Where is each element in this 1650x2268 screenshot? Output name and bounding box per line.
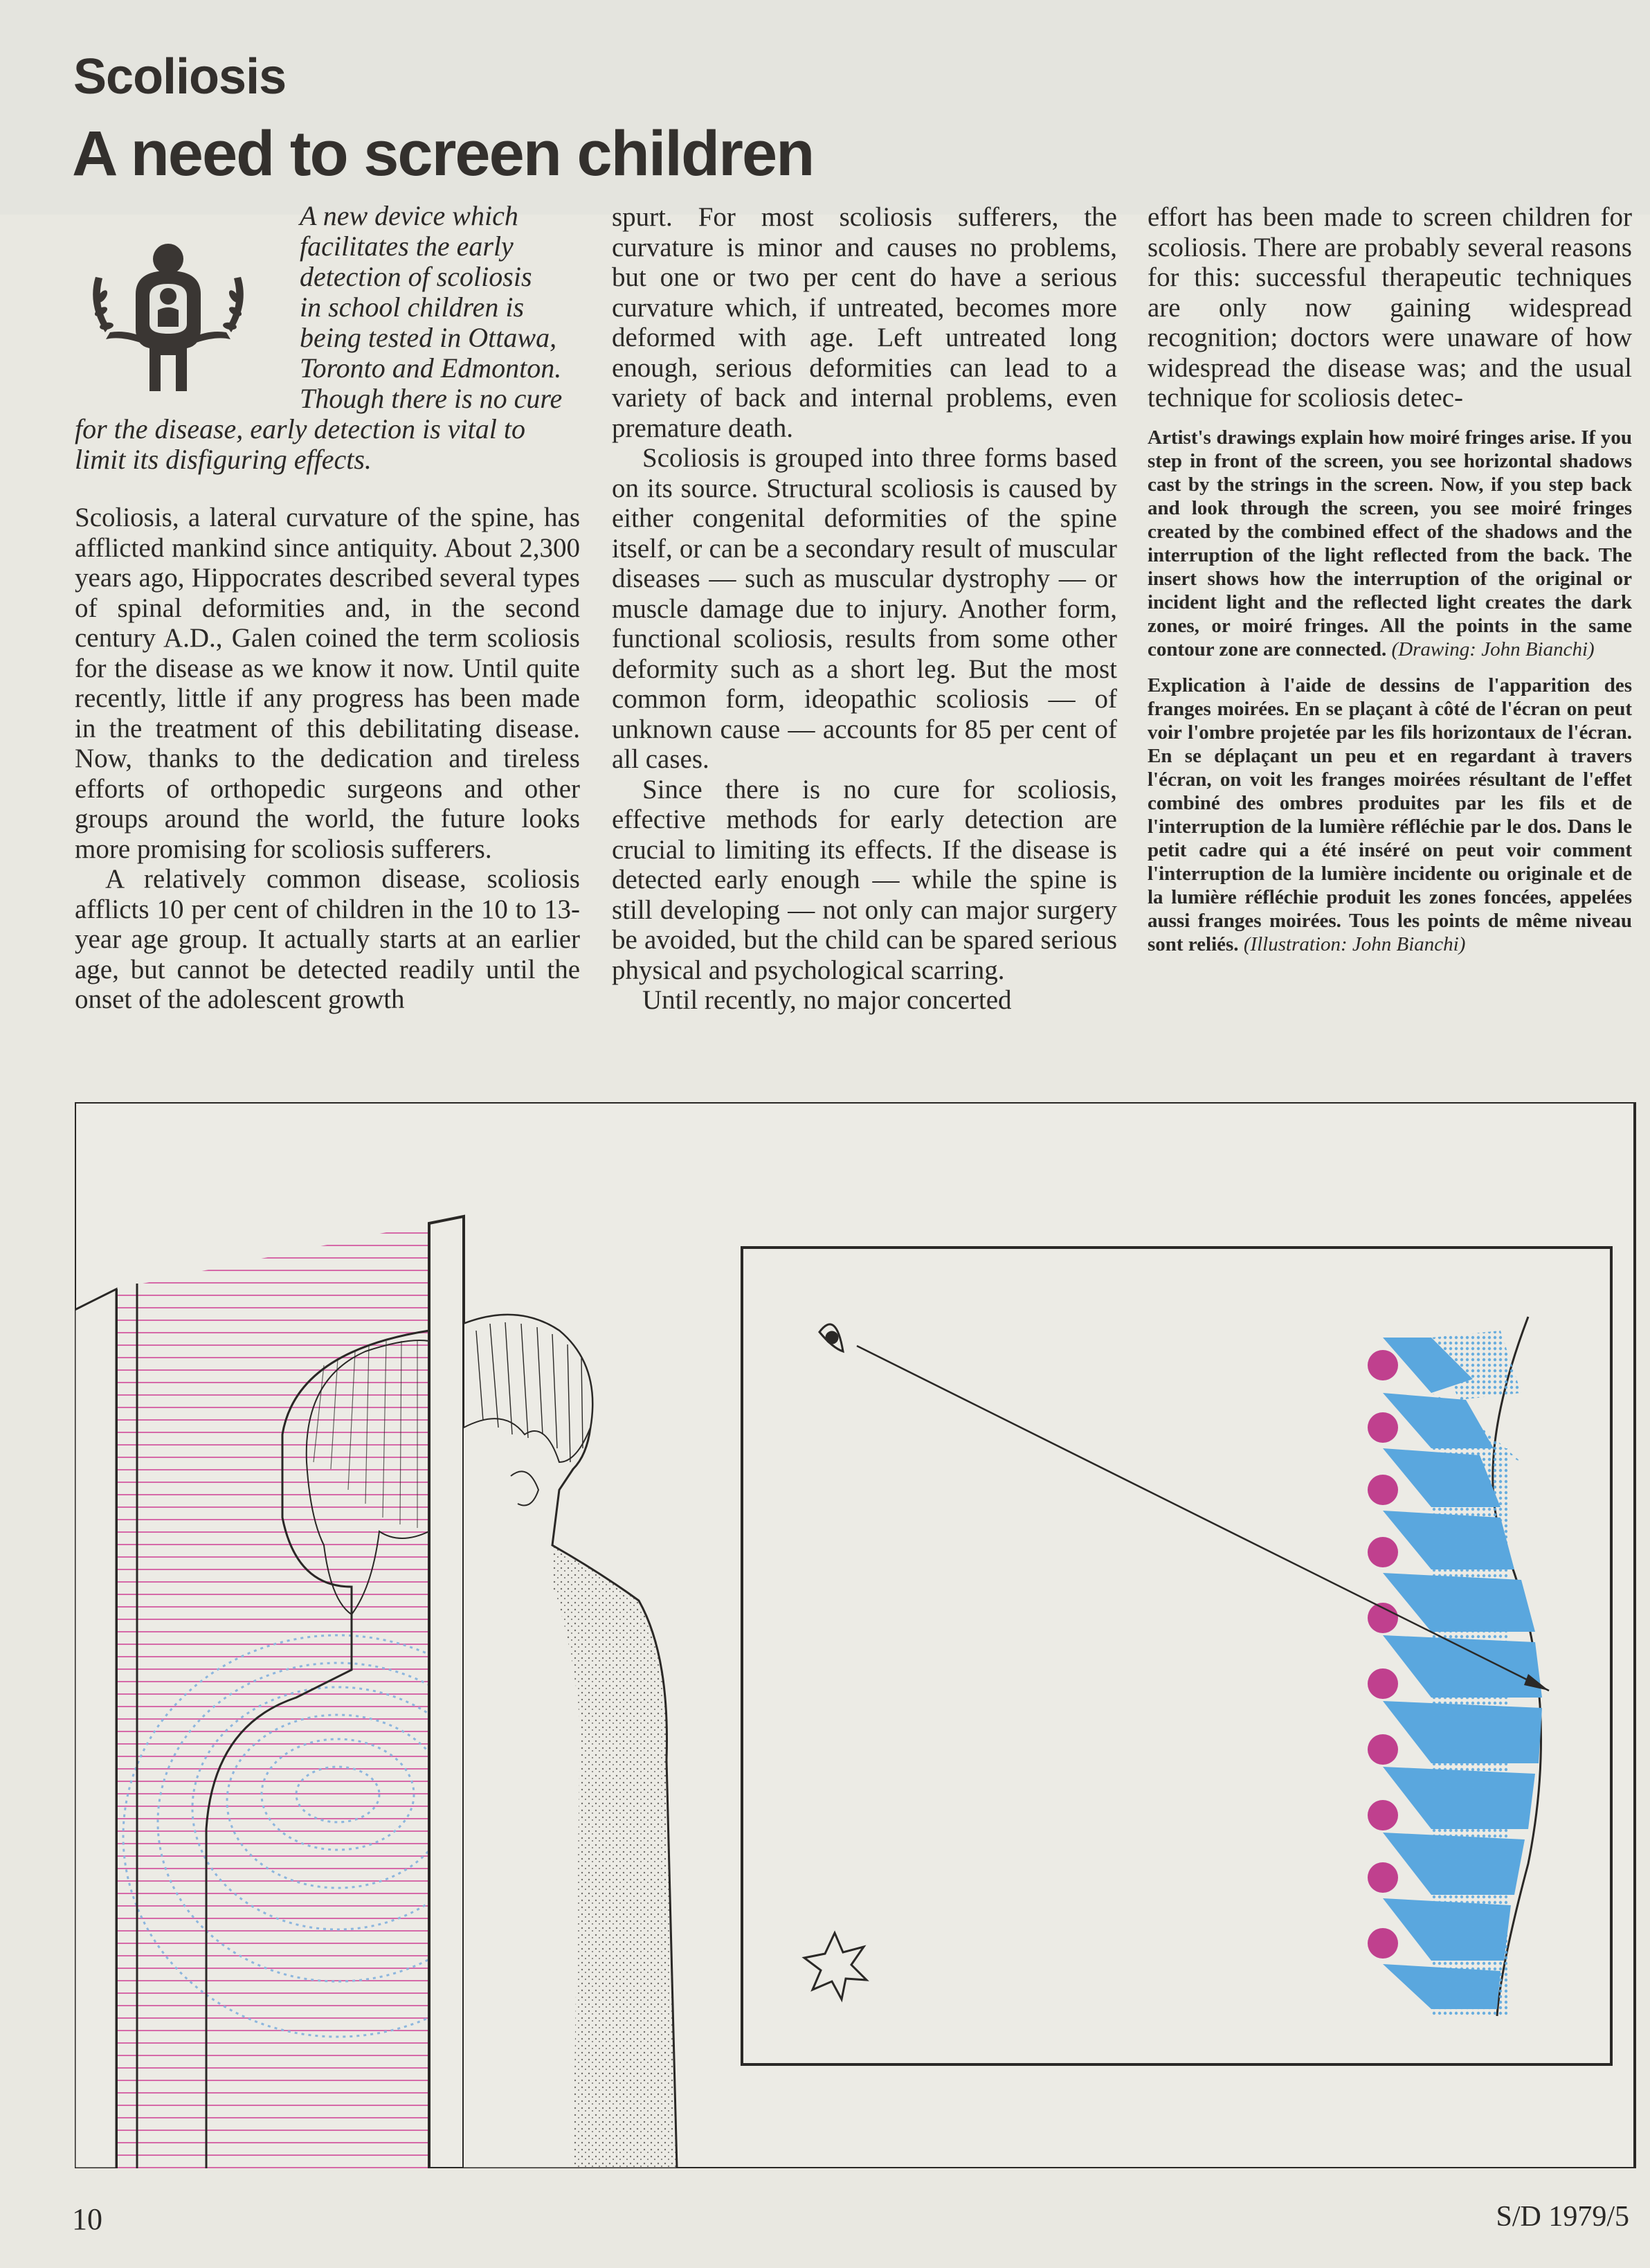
caption-english-text: Artist's drawings explain how moiré fringes arise. If you step in front of the screen, you see horizontal shadows cast by the strings in the screen. Now, if you step back and look through the screen, you see moiré fringes created by the combined effect of the shadows and the interruption of the light reflected from the back. The insert shows how the interruption of the original or incident light and the reflected light creates the dark zones, or moiré fringes. All the points in the same contour zone are connected. xyxy=(1148,426,1632,660)
body-paragraph: Until recently, no major concerted xyxy=(642,985,1012,1015)
headline: A need to screen children xyxy=(72,118,814,189)
intro-line: A new device which xyxy=(300,200,518,231)
intro-line: being tested in Ottawa, xyxy=(300,322,557,353)
moire-illustration xyxy=(75,1102,1636,2168)
issue-label: S/D 1979/5 xyxy=(1496,2201,1629,2233)
section-kicker: Scoliosis xyxy=(73,49,287,105)
article-column-1 xyxy=(75,503,580,1015)
caption-french-text: Explication à l'aide de dessins de l'apparition des franges moirées. En se plaçant à côté de l'écran on peut voir l'ombre projetée par les fils horizontaux de l'écran. En se déplaçant un peu et en regardant à travers l'écran, on voit les franges moirées résultant de l'effet combiné des ombres produites par les fils et de l'interruption de la lumière réfléchie par le dos. Dans le petit cadre qui a été inséré on peut voir comment l'interruption de la lumière incidente ou originale et de la lumière réfléchie produit les zones foncées, appelées aussi franges moirées. Tous les points de même niveau sont reliés. xyxy=(1148,674,1632,955)
body-paragraph: A relatively common disease, scoliosis afflicts 10 per cent of children in the 10 to 13-year age group. It actually starts at an earlier age, but cannot be detected readily until the onset of the adolescent growth xyxy=(75,864,580,1014)
intro-deck xyxy=(75,201,580,475)
intro-line: detection of scoliosis xyxy=(300,261,532,292)
intro-tail: for the disease, early detection is vital to limit its disfiguring effects. xyxy=(75,413,525,475)
caption-french xyxy=(1148,674,1632,956)
intro-line: Though there is no cure xyxy=(300,383,563,414)
article-column-2 xyxy=(612,202,1117,1016)
body-paragraph: spurt. For most scoliosis sufferers, the curvature is minor and causes no problems, but one or two per cent do have a serious curvature which, if untreated, becomes more deformed with age. Left untreated long enough, serious deformities can lead to a variety of back and internal problems, even premature death. xyxy=(612,202,1117,443)
body-paragraph: Scoliosis, a lateral curvature of the spine, has afflicted mankind since antiquity. About 2,300 years ago, Hippocrates described several types of spinal deformities and, in the second century A.D., Galen coined the term scoliosis for the disease as we know it now. Until quite recently, little if any progress has been made in the treatment of this debilitating disease. Now, thanks to the dedication and tireless efforts of orthopedic surgeons and other groups around the world, the future looks more promising for scoliosis sufferers. xyxy=(75,503,580,864)
caption-english-credit: (Drawing: John Bianchi) xyxy=(1391,638,1595,660)
caption-french-credit: (Illustration: John Bianchi) xyxy=(1243,933,1466,955)
body-paragraph: Since there is no cure for scoliosis, effective methods for early detection are crucial to limiting its effects. If the disease is detected early enough — while the spine is still developing — not only can major surgery be avoided, but the child can be spared serious physical and psychological scarring. xyxy=(612,774,1117,985)
intro-line: facilitates the early xyxy=(300,231,514,262)
intro-line: Toronto and Edmonton. xyxy=(300,352,562,384)
article-column-3 xyxy=(1148,202,1632,956)
moire-inset-diagram xyxy=(742,1248,1611,2064)
intro-line: in school children is xyxy=(300,291,525,323)
page-number: 10 xyxy=(72,2202,102,2236)
caption-english xyxy=(1148,426,1632,661)
body-paragraph: effort has been made to screen children for scoliosis. There are probably several reasons for this: successful therapeutic techniques are only now gaining widespread recognition; doctors were unaware of how widespread the disease was; and the usual technique for scoliosis detec- xyxy=(1148,202,1632,413)
body-paragraph: Scoliosis is grouped into three forms based on its source. Structural scoliosis is caused by either congenital deformities of the spine itself, or can be a secondary result of muscular diseases — such as muscular dystrophy — or muscle damage due to injury. Another form, functional scoliosis, results from some other deformity such as a short leg. But the most common form, ideopathic scoliosis — of unknown cause — accounts for 85 per cent of all cases. xyxy=(612,443,1117,774)
